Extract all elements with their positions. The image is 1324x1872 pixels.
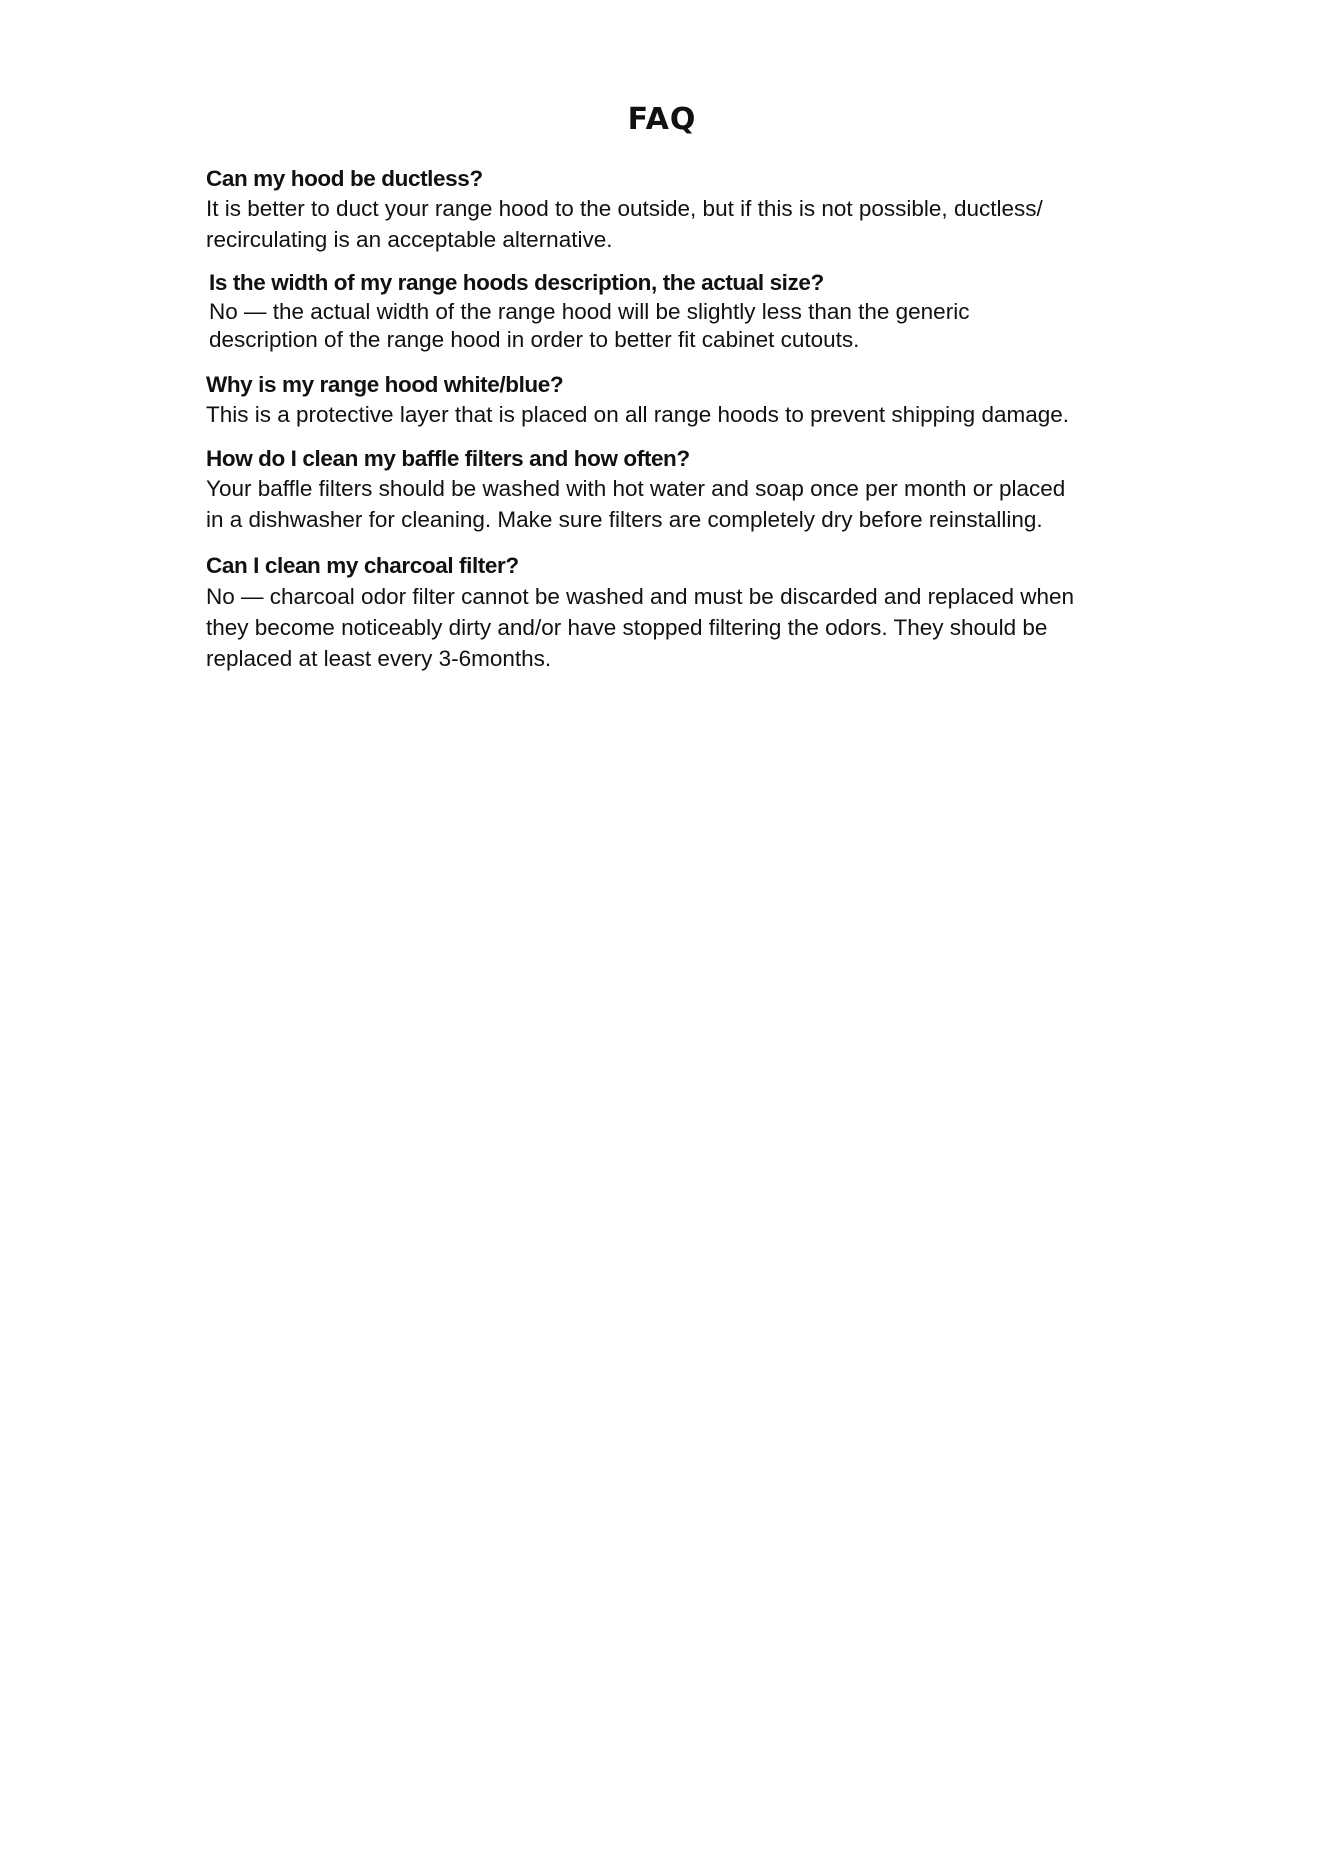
faq-answer-line: description of the range hood in order to better fit cabinet cutouts. (209, 326, 860, 352)
faq-item-charcoal-filter (206, 551, 1166, 674)
faq-answer-line: It is better to duct your range hood to the outside, but if this is not possible, ductless/ (206, 196, 1043, 221)
faq-answer-line: Your baffle filters should be washed with hot water and soap once per month or placed (206, 476, 1066, 501)
faq-item-width (209, 268, 1169, 353)
faq-question: Why is my range hood white/blue? (206, 372, 564, 397)
faq-item-baffle-filters (206, 444, 1166, 535)
faq-question: Can my hood be ductless? (206, 166, 483, 191)
faq-answer-line: they become noticeably dirty and/or have stopped filtering the odors. They should be (206, 615, 1048, 640)
faq-answer-line: in a dishwasher for cleaning. Make sure filters are completely dry before reinstalling. (206, 506, 1043, 532)
faq-item-color (206, 370, 1166, 431)
faq-question: How do I clean my baffle filters and how often? (206, 446, 690, 471)
faq-item-ductless (206, 164, 1166, 255)
faq-answer-line: This is a protective layer that is placed on all range hoods to prevent shipping damage. (206, 402, 1070, 427)
page-title: FAQ (627, 102, 697, 137)
faq-answer-line: recirculating is an acceptable alternative. (206, 226, 613, 252)
faq-answer-line: No — charcoal odor filter cannot be washed and must be discarded and replaced when (206, 584, 1075, 609)
faq-answer-line: No — the actual width of the range hood will be slightly less than the generic (209, 299, 970, 324)
faq-question: Is the width of my range hoods description, the actual size? (209, 270, 824, 295)
faq-answer-line: replaced at least every 3-6months. (206, 646, 552, 671)
faq-question: Can I clean my charcoal filter? (206, 553, 519, 578)
